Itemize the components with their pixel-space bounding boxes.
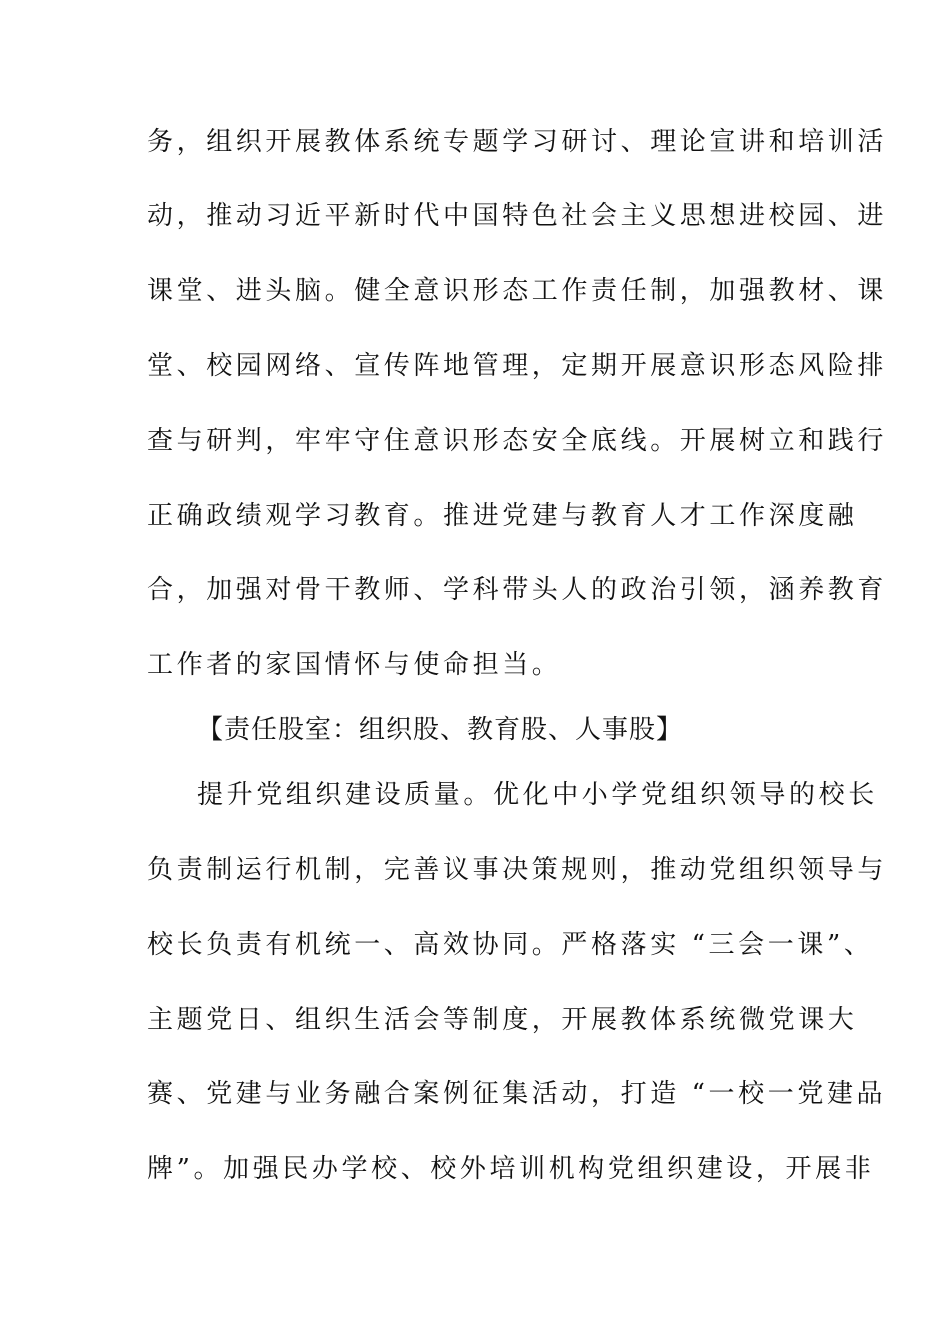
paragraph-line: 合，加强对骨干教师、学科带头人的政治引领，涵养教育 xyxy=(147,575,888,605)
paragraph-line: 务，组织开展教体系统专题学习研讨、理论宣讲和培训活 xyxy=(147,127,888,157)
paragraph-line: 负责制运行机制，完善议事决策规则，推动党组织领导与 xyxy=(147,855,888,885)
responsible-departments-label: 【责任股室：组织股、教育股、人事股】 xyxy=(197,715,684,745)
paragraph-first-line: 提升党组织建设质量。优化中小学党组织领导的校长 xyxy=(197,780,878,810)
paragraph-line: 赛、党建与业务融合案例征集活动，打造 “一校一党建品 xyxy=(147,1079,887,1109)
paragraph-line: 查与研判，牢牢守住意识形态安全底线。开展树立和践行 xyxy=(147,426,888,456)
paragraph-line: 牌”。加强民办学校、校外培训机构党组织建设，开展非 xyxy=(147,1154,875,1184)
paragraph-line: 课堂、进头脑。健全意识形态工作责任制，加强教材、课 xyxy=(147,276,888,306)
paragraph-line: 工作者的家国情怀与使命担当。 xyxy=(147,650,562,680)
paragraph-line: 动，推动习近平新时代中国特色社会主义思想进校园、进 xyxy=(147,201,888,231)
paragraph-line: 堂、校园网络、宣传阵地管理，定期开展意识形态风险排 xyxy=(147,351,888,381)
paragraph-line: 正确政绩观学习教育。推进党建与教育人才工作深度融 xyxy=(147,501,858,531)
paragraph-line: 主题党日、组织生活会等制度，开展教体系统微党课大 xyxy=(147,1005,858,1035)
paragraph-line: 校长负责有机统一、高效协同。严格落实 “三会一课”、 xyxy=(147,930,874,960)
